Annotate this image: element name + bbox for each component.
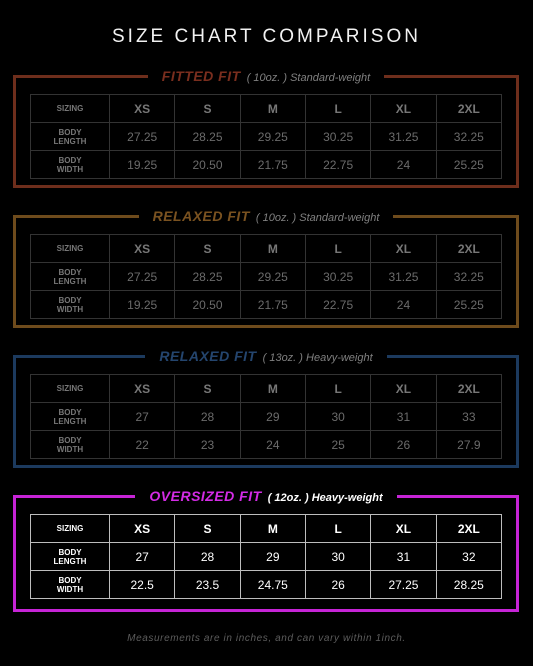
measurement-cell: 31: [371, 403, 436, 431]
measurement-cell: 28: [175, 403, 240, 431]
measurement-cell: 30: [305, 403, 370, 431]
fit-name: FITTED FIT: [161, 68, 241, 84]
size-table: [30, 374, 502, 459]
measurement-cell: 25.25: [436, 151, 501, 179]
table-row: [31, 375, 502, 403]
measurement-cell: 32.25: [436, 263, 501, 291]
measurement-cell: 24: [240, 431, 305, 459]
measurement-cell: 22.75: [305, 151, 370, 179]
measurement-cell: 26: [305, 571, 370, 599]
measurement-cell: 28.25: [175, 263, 240, 291]
sizing-label: SIZING: [31, 235, 110, 263]
section-legend: [16, 207, 516, 227]
measurement-cell: 29.25: [240, 263, 305, 291]
row-label-line: BODY: [58, 267, 82, 277]
size-header: S: [175, 515, 240, 543]
row-label-line: WIDTH: [56, 584, 84, 594]
row-label: [31, 431, 110, 459]
measurement-cell: 29.25: [240, 123, 305, 151]
measurement-cell: 29: [240, 403, 305, 431]
measurement-cell: 27.25: [371, 571, 436, 599]
size-header: 2XL: [436, 515, 501, 543]
measurement-cell: 27.9: [436, 431, 501, 459]
size-header: L: [305, 515, 370, 543]
measurement-cell: 23.5: [175, 571, 240, 599]
row-label: [31, 123, 110, 151]
measurement-cell: 24.75: [240, 571, 305, 599]
page-title: SIZE CHART COMPARISON: [112, 26, 421, 47]
measurement-cell: 31: [371, 543, 436, 571]
measurement-cell: 27: [110, 543, 175, 571]
row-label: [31, 263, 110, 291]
size-header: XL: [371, 515, 436, 543]
measurement-cell: 20.50: [175, 151, 240, 179]
size-header: M: [240, 375, 305, 403]
row-label-line: BODY: [58, 435, 82, 445]
row-label-line: BODY: [58, 575, 82, 585]
size-table: [30, 94, 502, 179]
row-label-line: LENGTH: [53, 276, 87, 286]
measurement-cell: 22.5: [110, 571, 175, 599]
fabric-weight: ( 13oz. ) Heavy-weight: [262, 352, 373, 364]
measurement-cell: 24: [371, 291, 436, 319]
measurement-cell: 19.25: [110, 151, 175, 179]
size-header: L: [305, 95, 370, 123]
size-header: 2XL: [436, 235, 501, 263]
measurement-cell: 21.75: [240, 151, 305, 179]
fit-name: RELAXED FIT: [152, 208, 250, 224]
table-row: [31, 95, 502, 123]
size-header: XL: [371, 95, 436, 123]
measurement-cell: 22.75: [305, 291, 370, 319]
measurement-cell: 29: [240, 543, 305, 571]
row-label: [31, 291, 110, 319]
size-header: L: [305, 375, 370, 403]
measurement-cell: 20.50: [175, 291, 240, 319]
size-section: [13, 68, 519, 188]
measurement-cell: 30: [305, 543, 370, 571]
row-label-line: LENGTH: [53, 136, 87, 146]
measurement-cell: 28.25: [436, 571, 501, 599]
section-legend: [16, 67, 516, 87]
size-header: M: [240, 235, 305, 263]
size-header: XS: [110, 235, 175, 263]
row-label-line: BODY: [58, 547, 82, 557]
row-label-line: WIDTH: [56, 164, 84, 174]
row-label-line: LENGTH: [53, 556, 87, 566]
section-legend: [16, 487, 516, 507]
row-label-line: BODY: [58, 407, 82, 417]
fit-name: RELAXED FIT: [159, 348, 257, 364]
table-row: [31, 123, 502, 151]
table-row: [31, 151, 502, 179]
measurement-cell: 32: [436, 543, 501, 571]
size-table: [30, 234, 502, 319]
table-row: [31, 403, 502, 431]
measurement-cell: 26: [371, 431, 436, 459]
measurement-cell: 32.25: [436, 123, 501, 151]
table-row: [31, 235, 502, 263]
row-label: [31, 151, 110, 179]
measurement-cell: 19.25: [110, 291, 175, 319]
size-header: S: [175, 95, 240, 123]
row-label-line: WIDTH: [56, 304, 84, 314]
size-section: [13, 348, 519, 468]
row-label-line: BODY: [58, 155, 82, 165]
table-row: [31, 571, 502, 599]
measurement-cell: 30.25: [305, 123, 370, 151]
measurement-cell: 27.25: [110, 123, 175, 151]
measurement-cell: 24: [371, 151, 436, 179]
row-label: [31, 403, 110, 431]
size-header: 2XL: [436, 95, 501, 123]
size-header: XS: [110, 95, 175, 123]
fabric-weight: ( 10oz. ) Standard-weight: [255, 212, 380, 224]
row-label: [31, 571, 110, 599]
measurement-cell: 22: [110, 431, 175, 459]
measurement-cell: 28.25: [175, 123, 240, 151]
table-row: [31, 291, 502, 319]
fabric-weight: ( 12oz. ) Heavy-weight: [267, 492, 383, 504]
fabric-weight: ( 10oz. ) Standard-weight: [246, 72, 371, 84]
size-section: [13, 208, 519, 328]
row-label-line: BODY: [58, 127, 82, 137]
size-header: S: [175, 235, 240, 263]
fit-name: OVERSIZED FIT: [149, 488, 262, 504]
measurement-cell: 27.25: [110, 263, 175, 291]
row-label: [31, 543, 110, 571]
table-row: [31, 431, 502, 459]
section-legend: [16, 347, 516, 367]
table-row: [31, 263, 502, 291]
table-row: [31, 543, 502, 571]
row-label-line: LENGTH: [53, 416, 87, 426]
measurement-cell: 23: [175, 431, 240, 459]
sizing-label: SIZING: [31, 515, 110, 543]
size-header: M: [240, 95, 305, 123]
measurement-cell: 21.75: [240, 291, 305, 319]
size-header: 2XL: [436, 375, 501, 403]
size-header: XS: [110, 375, 175, 403]
size-header: XS: [110, 515, 175, 543]
measurement-cell: 25: [305, 431, 370, 459]
sizing-label: SIZING: [31, 375, 110, 403]
measurement-cell: 31.25: [371, 123, 436, 151]
row-label-line: WIDTH: [56, 444, 84, 454]
measurement-cell: 27: [110, 403, 175, 431]
measurement-cell: 30.25: [305, 263, 370, 291]
size-header: M: [240, 515, 305, 543]
size-header: XL: [371, 235, 436, 263]
measurement-cell: 33: [436, 403, 501, 431]
sizing-label: SIZING: [31, 95, 110, 123]
size-header: L: [305, 235, 370, 263]
size-section: [13, 488, 519, 612]
size-header: XL: [371, 375, 436, 403]
table-row: [31, 515, 502, 543]
measurement-cell: 31.25: [371, 263, 436, 291]
size-header: S: [175, 375, 240, 403]
size-table: [30, 514, 502, 599]
measurement-cell: 25.25: [436, 291, 501, 319]
row-label-line: BODY: [58, 295, 82, 305]
measurement-cell: 28: [175, 543, 240, 571]
footnote: Measurements are in inches, and can vary within 1inch.: [127, 633, 406, 644]
